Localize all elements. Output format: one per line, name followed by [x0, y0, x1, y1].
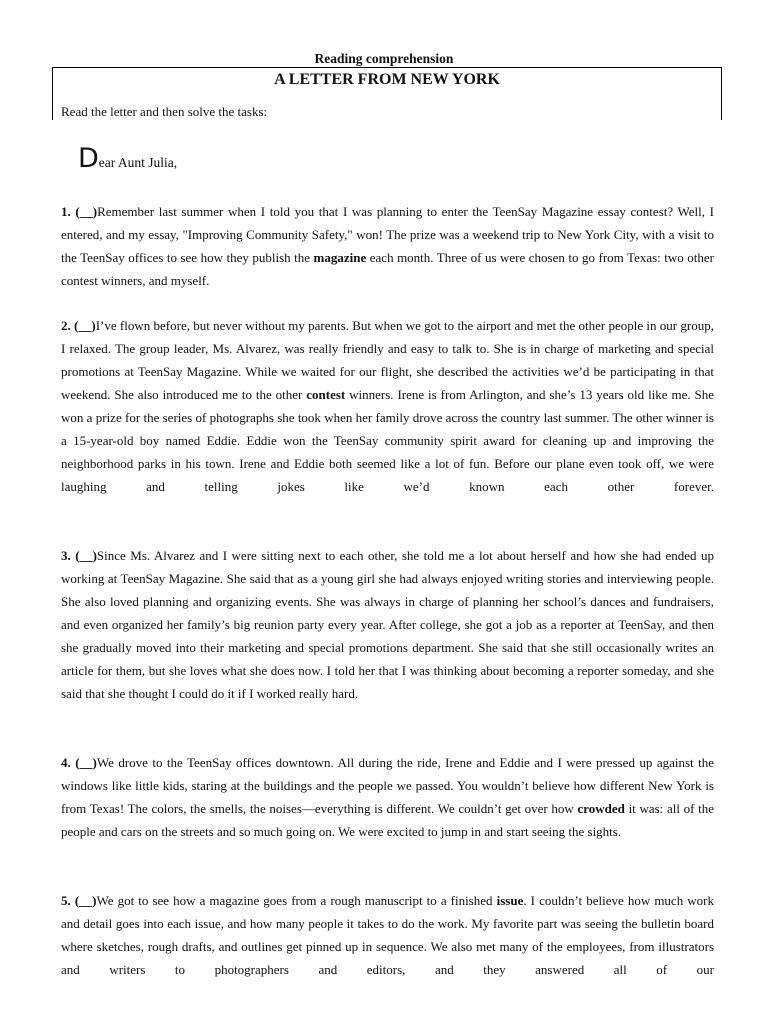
- answer-blank[interactable]: (__): [75, 548, 97, 563]
- paragraph-text: We drove to the TeenSay offices downtown. All during the ride, Irene and Eddie and I were pressed up against the windows like little kids, staring at the buildings and the people we passed. You wouldn’t believe how different New York is from Texas! The colors, the smells, the noises—everything is different. We couldn’t get over how: [61, 755, 714, 816]
- paragraph-2: [61, 314, 714, 498]
- paragraph-number: 5.: [61, 893, 71, 908]
- answer-blank[interactable]: (__): [74, 318, 96, 333]
- paragraph-number: 4.: [61, 755, 71, 770]
- drop-cap: D: [78, 143, 99, 174]
- answer-blank[interactable]: (__): [75, 755, 97, 770]
- answer-blank[interactable]: (__): [74, 893, 97, 908]
- paragraph-text: each month. Three of us were chosen to go from Texas: two other contest winners, and myself.: [61, 250, 714, 288]
- vocab-word: contest: [306, 387, 346, 402]
- paragraph-text: it was: all of the people and cars on the streets and so much going on. We were excited to jump in and start seeing the sights.: [61, 801, 714, 839]
- paragraph-4: [61, 751, 714, 843]
- letter-title: A LETTER FROM NEW YORK: [274, 71, 500, 88]
- paragraph-number: 3.: [61, 548, 71, 563]
- paragraph-number: 1.: [61, 204, 71, 219]
- salutation-text: ear Aunt Julia,: [98, 155, 178, 170]
- paragraph-1: [61, 200, 714, 292]
- answer-blank[interactable]: (__): [75, 204, 98, 219]
- paragraph-text: winners. Irene is from Arlington, and she’s 13 years old like me. She won a prize for the series of photographs she took when her family drove across the country last summer. The other winner is a 15-year-old boy named Eddie. Eddie won the TeenSay community spirit award for cleaning up and improving the neighborhood parks in his town. Irene and Eddie both seemed like a lot of fun. Before our plane even took off, we were laughing and telling jokes like we’d known each other forever.: [61, 387, 714, 494]
- paragraph-text: We got to see how a magazine goes from a rough manuscript to a finished: [96, 893, 497, 908]
- instructions-text: Read the letter and then solve the tasks:: [61, 104, 268, 119]
- vocab-word: crowded: [577, 801, 625, 816]
- paragraph-3: [61, 544, 714, 705]
- paragraph-text: Since Ms. Alvarez and I were sitting next to each other, she told me a lot about herself and how she had ended up working at TeenSay Magazine. She said that as a young girl she had always enjoyed writing stories and interviewing people. She also loved planning and organizing events. She was always in charge of planning her school’s dances and fundraisers, and even organized her family’s big reunion party every year. After college, she got a job as a reporter at TeenSay, and then she gradually moved into their marketing and special promotions department. She said that she still occasionally writes an article for them, but she loves what she does now. I told her that I was thinking about becoming a reporter someday, and she said that she thought I could do it if I worked really hard.: [61, 548, 715, 701]
- title-box: [52, 67, 722, 120]
- paragraph-number: 2.: [61, 318, 71, 333]
- salutation: [78, 145, 177, 172]
- paragraph-text: I’ve flown before, but never without my parents. But when we got to the airport and met the other people in our group, I relaxed. The group leader, Ms. Alvarez, was really friendly and easy to talk to. She is in charge of marketing and special promotions at TeenSay Magazine. While we waited for our flight, she described the activities we’d be participating in that weekend. She also introduced me to the other: [61, 318, 714, 402]
- paragraph-5: [61, 889, 714, 981]
- section-heading: Reading comprehension: [314, 51, 454, 66]
- paragraph-text: Remember last summer when I told you that I was planning to enter the TeenSay Magazine essay contest? Well, I entered, and my essay, "Improving Community Safety," won! The prize was a weekend trip to New York City, with a visit to the TeenSay offices to see how they publish the: [61, 204, 714, 265]
- paragraph-text: . I couldn’t believe how much work and detail goes into each issue, and how many people it takes to do the work. My favorite part was seeing the bulletin board where sketches, rough drafts, and outlines get pinned up in sequence. We also met many of the employees, from illustrators and writers to photographers and editors, and they answered all of our: [61, 893, 714, 977]
- vocab-word: magazine: [313, 250, 367, 265]
- vocab-word: issue: [496, 893, 524, 908]
